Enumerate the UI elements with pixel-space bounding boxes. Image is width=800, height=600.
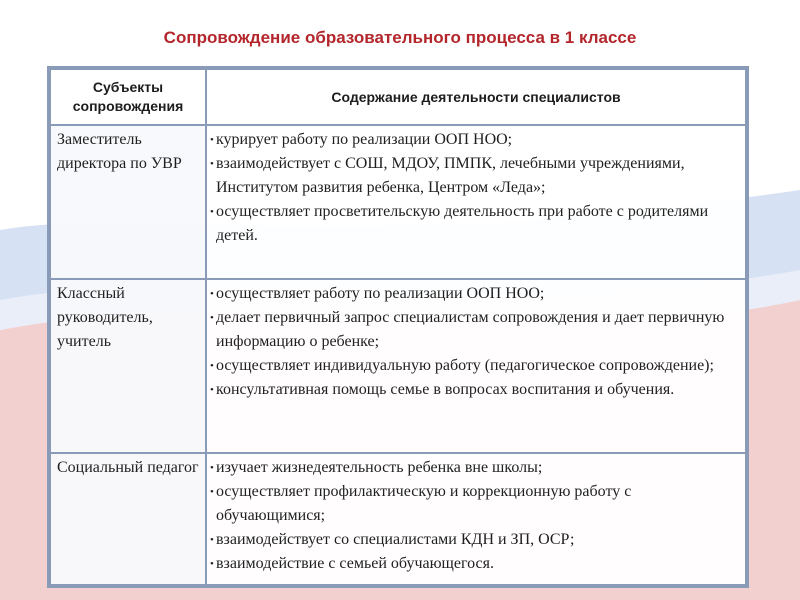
content-list [211, 128, 737, 248]
subject-cell: Классный руководитель, учитель [50, 279, 206, 453]
list-item: • осуществляет работу по реализации ООП НОО; [211, 282, 737, 306]
content-list [211, 456, 737, 576]
table-row [50, 125, 746, 279]
subject-cell: Заместитель директора по УВР [50, 125, 206, 279]
content-list [211, 282, 737, 402]
list-item: • изучает жизнедеятельность ребенка вне школы; [211, 456, 737, 480]
table-row [50, 279, 746, 453]
page-title: Сопровождение образовательного процесса в 1 классе [163, 28, 637, 47]
subject-cell: Социальный педагог [50, 453, 206, 585]
header-subjects: Субъекты сопровождения [50, 69, 206, 125]
content-cell [206, 453, 746, 585]
list-item: • осуществляет индивидуальную работу (педагогическое сопровождение); [211, 354, 737, 378]
table-header-row [50, 69, 746, 125]
list-item: • взаимодействие с семьей обучающегося. [211, 552, 737, 576]
table-row [50, 453, 746, 585]
list-item: • делает первичный запрос специалистам сопровождения и дает первичную информацию о ребенке; [211, 306, 737, 354]
list-item: • консультативная помощь семье в вопросах воспитания и обучения. [211, 378, 737, 402]
list-item: • осуществляет профилактическую и коррекционную работу с обучающимися; [211, 480, 737, 528]
header-content: Содержание деятельности специалистов [206, 69, 746, 125]
list-item: • осуществляет просветительскую деятельность при работе с родителями детей. [211, 200, 737, 248]
content-cell [206, 125, 746, 279]
content-cell [206, 279, 746, 453]
list-item: • курирует работу по реализации ООП НОО; [211, 128, 737, 152]
support-table [47, 66, 749, 588]
list-item: • взаимодействует со специалистами КДН и ЗП, ОСР; [211, 528, 737, 552]
list-item: • взаимодействует с СОШ, МДОУ, ПМПК, лечебными учреждениями, Институтом развития ребенка, Центром «Леда»; [211, 152, 737, 200]
